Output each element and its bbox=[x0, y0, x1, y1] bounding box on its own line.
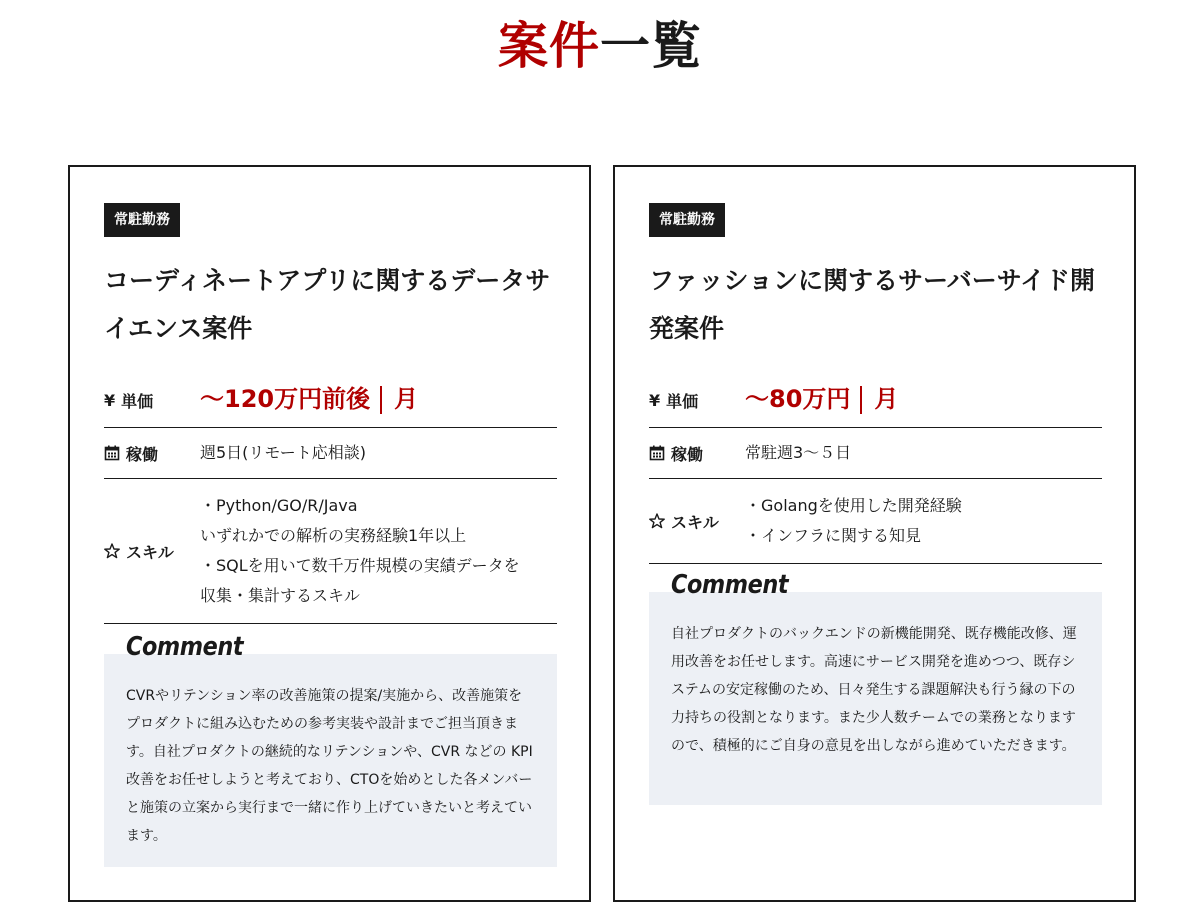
skill-label bbox=[649, 510, 745, 533]
comment-heading: Comment bbox=[126, 632, 244, 662]
price-row bbox=[649, 373, 1102, 428]
skill-item: ・Golangを使用した開発経験 bbox=[745, 496, 962, 515]
skill-label-text: スキル bbox=[126, 542, 174, 562]
job-card[interactable] bbox=[68, 165, 591, 902]
price-label-text: 単価 bbox=[666, 391, 699, 411]
skill-item: ・Python/GO/R/Java bbox=[200, 496, 358, 515]
page-title bbox=[0, 14, 1200, 78]
work-value: 常駐週3〜５日 bbox=[745, 443, 852, 462]
job-title[interactable]: コーディネートアプリに関するデータサイエンス案件 bbox=[104, 266, 551, 343]
calendar-icon bbox=[649, 445, 665, 461]
skill-item: いずれかでの解析の実務経験1年以上 bbox=[200, 526, 467, 545]
price-label bbox=[104, 389, 200, 412]
comment-text: 自社プロダクトのバックエンドの新機能開発、既存機能改修、運用改善をお任せします。高速にサービス開発を進めつつ、既存システムの安定稼働のため、日々発生する課題解決も行う縁の下の力持ちの役割となります。また少人数チームでの業務となりますので、積極的にご自身の意見を出しながら進めていただきます。 bbox=[671, 626, 1077, 754]
work-label bbox=[104, 442, 200, 465]
star-outline-icon bbox=[649, 513, 665, 529]
price-amount: 〜120万円前後 bbox=[200, 384, 371, 413]
price-unit: 月 bbox=[874, 384, 899, 413]
calendar-icon bbox=[104, 445, 120, 461]
price-label bbox=[649, 389, 745, 412]
work-style-badge: 常駐勤務 bbox=[649, 203, 725, 237]
yen-icon: ¥ bbox=[104, 390, 116, 410]
work-label-text: 稼働 bbox=[126, 444, 159, 464]
price-label-text: 単価 bbox=[121, 391, 154, 411]
skill-row bbox=[104, 479, 557, 624]
skill-list bbox=[745, 491, 1102, 551]
skill-item: ・インフラに関する知見 bbox=[745, 526, 922, 545]
skill-label-text: スキル bbox=[671, 512, 719, 532]
price-divider bbox=[380, 386, 382, 414]
job-card[interactable] bbox=[613, 165, 1136, 902]
comment-heading: Comment bbox=[671, 570, 789, 600]
star-outline-icon bbox=[104, 543, 120, 559]
page-title-accent: 案件 bbox=[498, 17, 600, 75]
comment-box bbox=[649, 570, 1102, 805]
price-unit: 月 bbox=[394, 384, 419, 413]
skill-label bbox=[104, 540, 200, 563]
work-label bbox=[649, 442, 745, 465]
comment-text: CVRやリテンション率の改善施策の提案/実施から、改善施策をプロダクトに組み込むための参考実装や設計までご担当頂きます。自社プロダクトの継続的なリテンションや、CVR などの KPI 改善をお任せしようと考えており、CTOを始めとした各メンバーと施策の立案から実行まで一緒に作り上げていきたいと考えています。 bbox=[126, 688, 533, 844]
skill-item: ・SQLを用いて数千万件規模の実績データを bbox=[200, 556, 520, 575]
work-style-badge: 常駐勤務 bbox=[104, 203, 180, 237]
price-value bbox=[745, 384, 1102, 417]
job-info-table bbox=[104, 373, 557, 624]
work-row bbox=[104, 428, 557, 479]
price-row bbox=[104, 373, 557, 428]
job-title[interactable]: ファッションに関するサーバーサイド開発案件 bbox=[649, 266, 1096, 343]
page-title-rest: 一覧 bbox=[600, 17, 702, 75]
yen-icon: ¥ bbox=[649, 390, 661, 410]
skill-list bbox=[200, 491, 557, 611]
job-info-table bbox=[649, 373, 1102, 564]
price-amount: 〜80万円 bbox=[745, 384, 851, 413]
comment-box bbox=[104, 632, 557, 867]
skill-item: 収集・集計するスキル bbox=[200, 586, 360, 605]
work-value: 週5日(リモート応相談) bbox=[200, 443, 367, 462]
skill-row bbox=[649, 479, 1102, 564]
work-label-text: 稼働 bbox=[671, 444, 704, 464]
price-divider bbox=[860, 386, 862, 414]
price-value bbox=[200, 384, 557, 417]
work-row bbox=[649, 428, 1102, 479]
